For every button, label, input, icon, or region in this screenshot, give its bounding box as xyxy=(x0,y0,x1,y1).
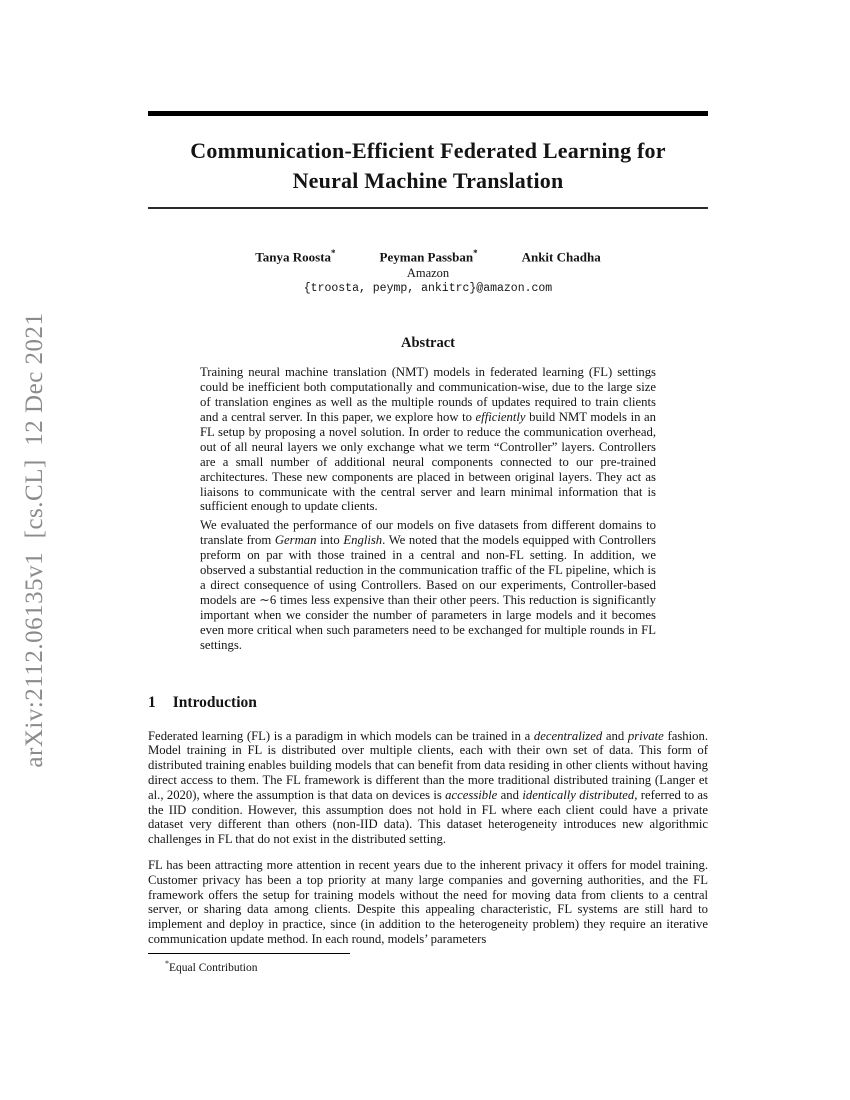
abstract-heading: Abstract xyxy=(401,335,455,352)
section-1-number: 1 xyxy=(148,693,156,711)
abstract-body xyxy=(148,365,708,652)
footnote-text: Equal Contribution xyxy=(169,961,258,974)
authors-row xyxy=(148,246,708,264)
author-1-name: Tanya Roosta xyxy=(255,249,332,265)
author-2 xyxy=(380,246,478,264)
footnote-mark: * xyxy=(165,958,169,968)
footnote-rule xyxy=(148,953,350,954)
author-3-name: Ankit Chadha xyxy=(521,249,601,265)
abstract-paragraph-1: Training neural machine translation (NMT) models in federated learning (FL) settings could be inefficient both computationally and communication-wise, due to the large size of translation engines as well as the multiple rounds of updates required to train clients and a central server. In this paper, we explore how to efficiently build NMT models in an FL setup by proposing a novel solution. In order to reduce the communication overhead, out of all neural layers we only exchange what we term “Controller” layers. Controllers are a small number of additional neural components connected to our pre-trained architectures. These new components are placed in between original layers. They act as liaisons to communicate with the central server and learn minimal information that is sufficient enough to update clients. xyxy=(200,365,656,514)
section-1-title: Introduction xyxy=(172,693,257,711)
intro-paragraph-2: FL has been attracting more attention in recent years due to the inherent privacy it offers for model training. Customer privacy has been a top priority at many large companies and governing authorities, and the FL framework offers the setup for training models without the need for moving data from clients to a central server, or sharing data among clients. Despite this appealing characteristic, FL systems are still hard to implement and deploy in practice, since (in addition to the heterogeneity problem) they require an iterative communication update method. In each round, models’ parameters xyxy=(148,857,708,946)
author-3 xyxy=(522,246,601,264)
section-1-heading xyxy=(148,693,708,712)
title-line-2: Neural Machine Translation xyxy=(292,168,564,193)
title-line-1: Communication-Efficient Federated Learning for xyxy=(190,138,666,163)
author-1-footnote-mark: * xyxy=(331,248,336,258)
title-rule xyxy=(148,207,708,209)
abstract-paragraph-2: We evaluated the performance of our models on five datasets from different domains to translate from German into English. We noted that the models equipped with Controllers preform on par with those trained in a central and non-FL setting. In addition, we observed a substantial reduction in the communication traffic of the FL pipeline, which is a direct consequence of using Controllers. Based on our experiments, Controller-based models are ∼6 times less expensive than their other peers. This reduction is significantly important when we consider the number of parameters in large models and it becomes even more critical when such parameters need to be exchanged for multiple rounds in FL settings. xyxy=(200,518,656,652)
arxiv-watermark: arXiv:2112.06135v1 [cs.CL] 12 Dec 2021 xyxy=(21,312,48,768)
author-2-footnote-mark: * xyxy=(473,248,478,258)
author-emails: {troosta, peymp, ankitrc}@amazon.com xyxy=(303,282,553,296)
paper-content xyxy=(148,0,708,975)
affiliation: Amazon xyxy=(406,266,450,281)
paper-title xyxy=(148,136,708,196)
intro-paragraph-1: Federated learning (FL) is a paradigm in which models can be trained in a decentralized and private fashion. Model training in FL is distributed over multiple clients, each with their own set of data. This form of distributed training enables building models that can benefit from data residing in other clients without having direct access to them. The FL framework is different than the more traditional distributed training (Langer et al., 2020), where the assumption is that data on devices is accessible and identically distributed, referred to as the IID condition. However, this assumption does not hold in FL where each client could have a private dataset very different than others (non-IID data). This dataset heterogeneity introduces new algorithmic challenges in FL that do not exist in the distributed setting. xyxy=(148,728,708,847)
top-rule xyxy=(148,111,708,116)
author-2-name: Peyman Passban xyxy=(379,249,474,265)
footnote xyxy=(148,957,708,975)
author-1 xyxy=(255,246,335,264)
